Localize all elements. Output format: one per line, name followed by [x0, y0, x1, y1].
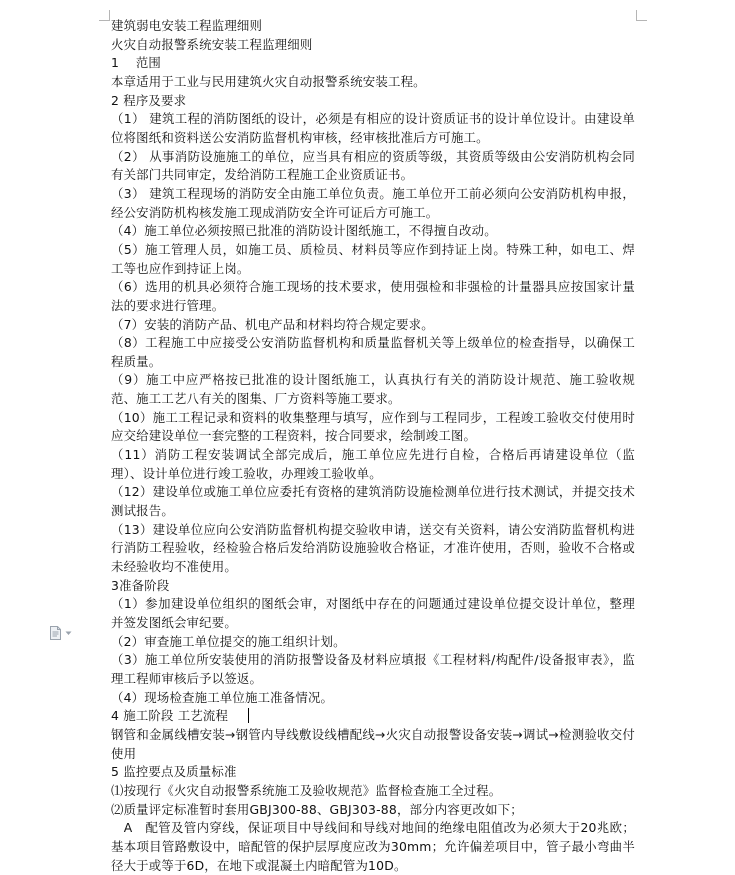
paragraph: （3）施工单位所安装使用的消防报警设备及材料应填报《工程材料/构配件/设备报审表》，监理工程师审核后予以签返。 — [111, 652, 635, 686]
paragraph: （13）建设单位应向公安消防监督机构提交验收申请，送交有关资料，请公安消防监督机构进行消防工程验收，经检验合格后发给消防设施验收合格证，才准许使用，否则，验收不合格或未经验收均不准使用。 — [111, 521, 635, 575]
paragraph: （11）消防工程安装调试全部完成后，施工单位应先进行自检，合格后再请建设单位（监理）、设计单位进行竣工验收，办理竣工验收单。 — [111, 447, 635, 481]
paragraph: （3） 建筑工程现场的消防安全由施工单位负责。施工单位开工前必须向公安消防机构申报，经公安消防机构核发施工现成消防安全许可证后方可施工。 — [111, 185, 635, 220]
margin-corner-mark — [636, 10, 647, 21]
paragraph: （1）参加建设单位组织的图纸会审，对图纸中存在的问题通过建设单位提交设计单位，整理并签发图纸会审纪要。 — [111, 596, 635, 630]
paragraph: （5）施工管理人员，如施工员、质检员、材料员等应作到持证上岗。特殊工种，如电工、焊工等也应作到持证上岗。 — [111, 241, 635, 276]
section-heading: 2 程序及要求 — [111, 92, 187, 108]
document-body[interactable] — [111, 17, 635, 875]
paragraph: A 配管及管内穿线，保证项目中导线间和导线对地间的绝缘电阻值改为必须大于20兆欧；基本项目管路敷设中，暗配管的保护层厚度应改为30mm；允许偏差项目中，管子最小弯曲半径大于或等于6D，在地下或混凝土内暗配管为10D。 — [111, 820, 635, 873]
section-heading: 3准备阶段 — [111, 577, 170, 593]
paragraph: ⑵质量评定标准暂时套用GBJ300-88、GBJ303-88，部分内容更改如下； — [111, 801, 523, 817]
section-heading: 5 监控要点及质量标准 — [111, 764, 237, 780]
paragraph: （6）选用的机具必须符合施工现场的技术要求，使用强检和非强检的计量器具应按国家计量法的要求进行管理。 — [111, 279, 635, 313]
paragraph: （8）工程施工中应接受公安消防监督机构和质量监督机关等上级单位的检查指导，以确保工程质量。 — [111, 335, 635, 369]
section-heading — [111, 707, 635, 726]
text-cursor — [248, 708, 249, 723]
margin-corner-mark — [99, 10, 110, 21]
paragraph: 本章适用于工业与民用建筑火灾自动报警系统安装工程。 — [111, 73, 426, 89]
paragraph: （7）安装的消防产品、机电产品和材料均符合规定要求。 — [111, 316, 434, 332]
paragraph: （9）施工中应严格按已批准的设计图纸施工，认真执行有关的消防设计规范、施工验收规范、施工工艺八有关的图集、厂方资料等施工要求。 — [111, 372, 635, 407]
document-icon-glyph — [49, 626, 62, 640]
doc-subtitle: 火灾自动报警系统安装工程监理细则 — [111, 36, 313, 52]
paragraph: （12）建设单位或施工单位应委托有资格的建筑消防设施检测单位进行技术测试，并提交技术测试报告。 — [111, 484, 635, 519]
document-icon[interactable] — [49, 626, 79, 640]
chevron-down-icon — [65, 631, 72, 636]
paragraph: （2）审查施工单位提交的施工组织计划。 — [111, 633, 346, 649]
section-heading: 1 范围 — [111, 55, 161, 71]
paragraph: （2） 从事消防设施施工的单位，应当具有相应的资质等级，其资质等级由公安消防机构会同有关部门共同审定，发给消防工程施工企业资质证书。 — [111, 148, 635, 183]
paragraph: （1） 建筑工程的消防图纸的设计，必须是有相应的设计资质证书的设计单位设计。由建设单位将图纸和资料送公安消防监督机构审核，经审核批准后方可施工。 — [111, 111, 635, 145]
paragraph: （4）施工单位必须按照已批准的消防设计图纸施工，不得擅自改动。 — [111, 223, 497, 239]
doc-title: 建筑弱电安装工程监理细则 — [111, 18, 263, 33]
paragraph: ⑴按现行《火灾自动报警系统施工及验收规范》监督检查施工全过程。 — [111, 782, 502, 798]
paragraph: 钢管和金属线槽安装→钢管内导线敷设线槽配线→火灾自动报警设备安装→调试→检测验收交付使用 — [111, 726, 635, 761]
paragraph: （4）现场检查施工单位施工准备情况。 — [111, 689, 334, 705]
section-heading-text: 4 施工阶段 工艺流程 — [111, 708, 229, 724]
paragraph: （10）施工工程记录和资料的收集整理与填写，应作到与工程同步，工程竣工验收交付使用时应交给建设单位一套完整的工程资料，按合同要求，绘制竣工图。 — [111, 409, 635, 444]
